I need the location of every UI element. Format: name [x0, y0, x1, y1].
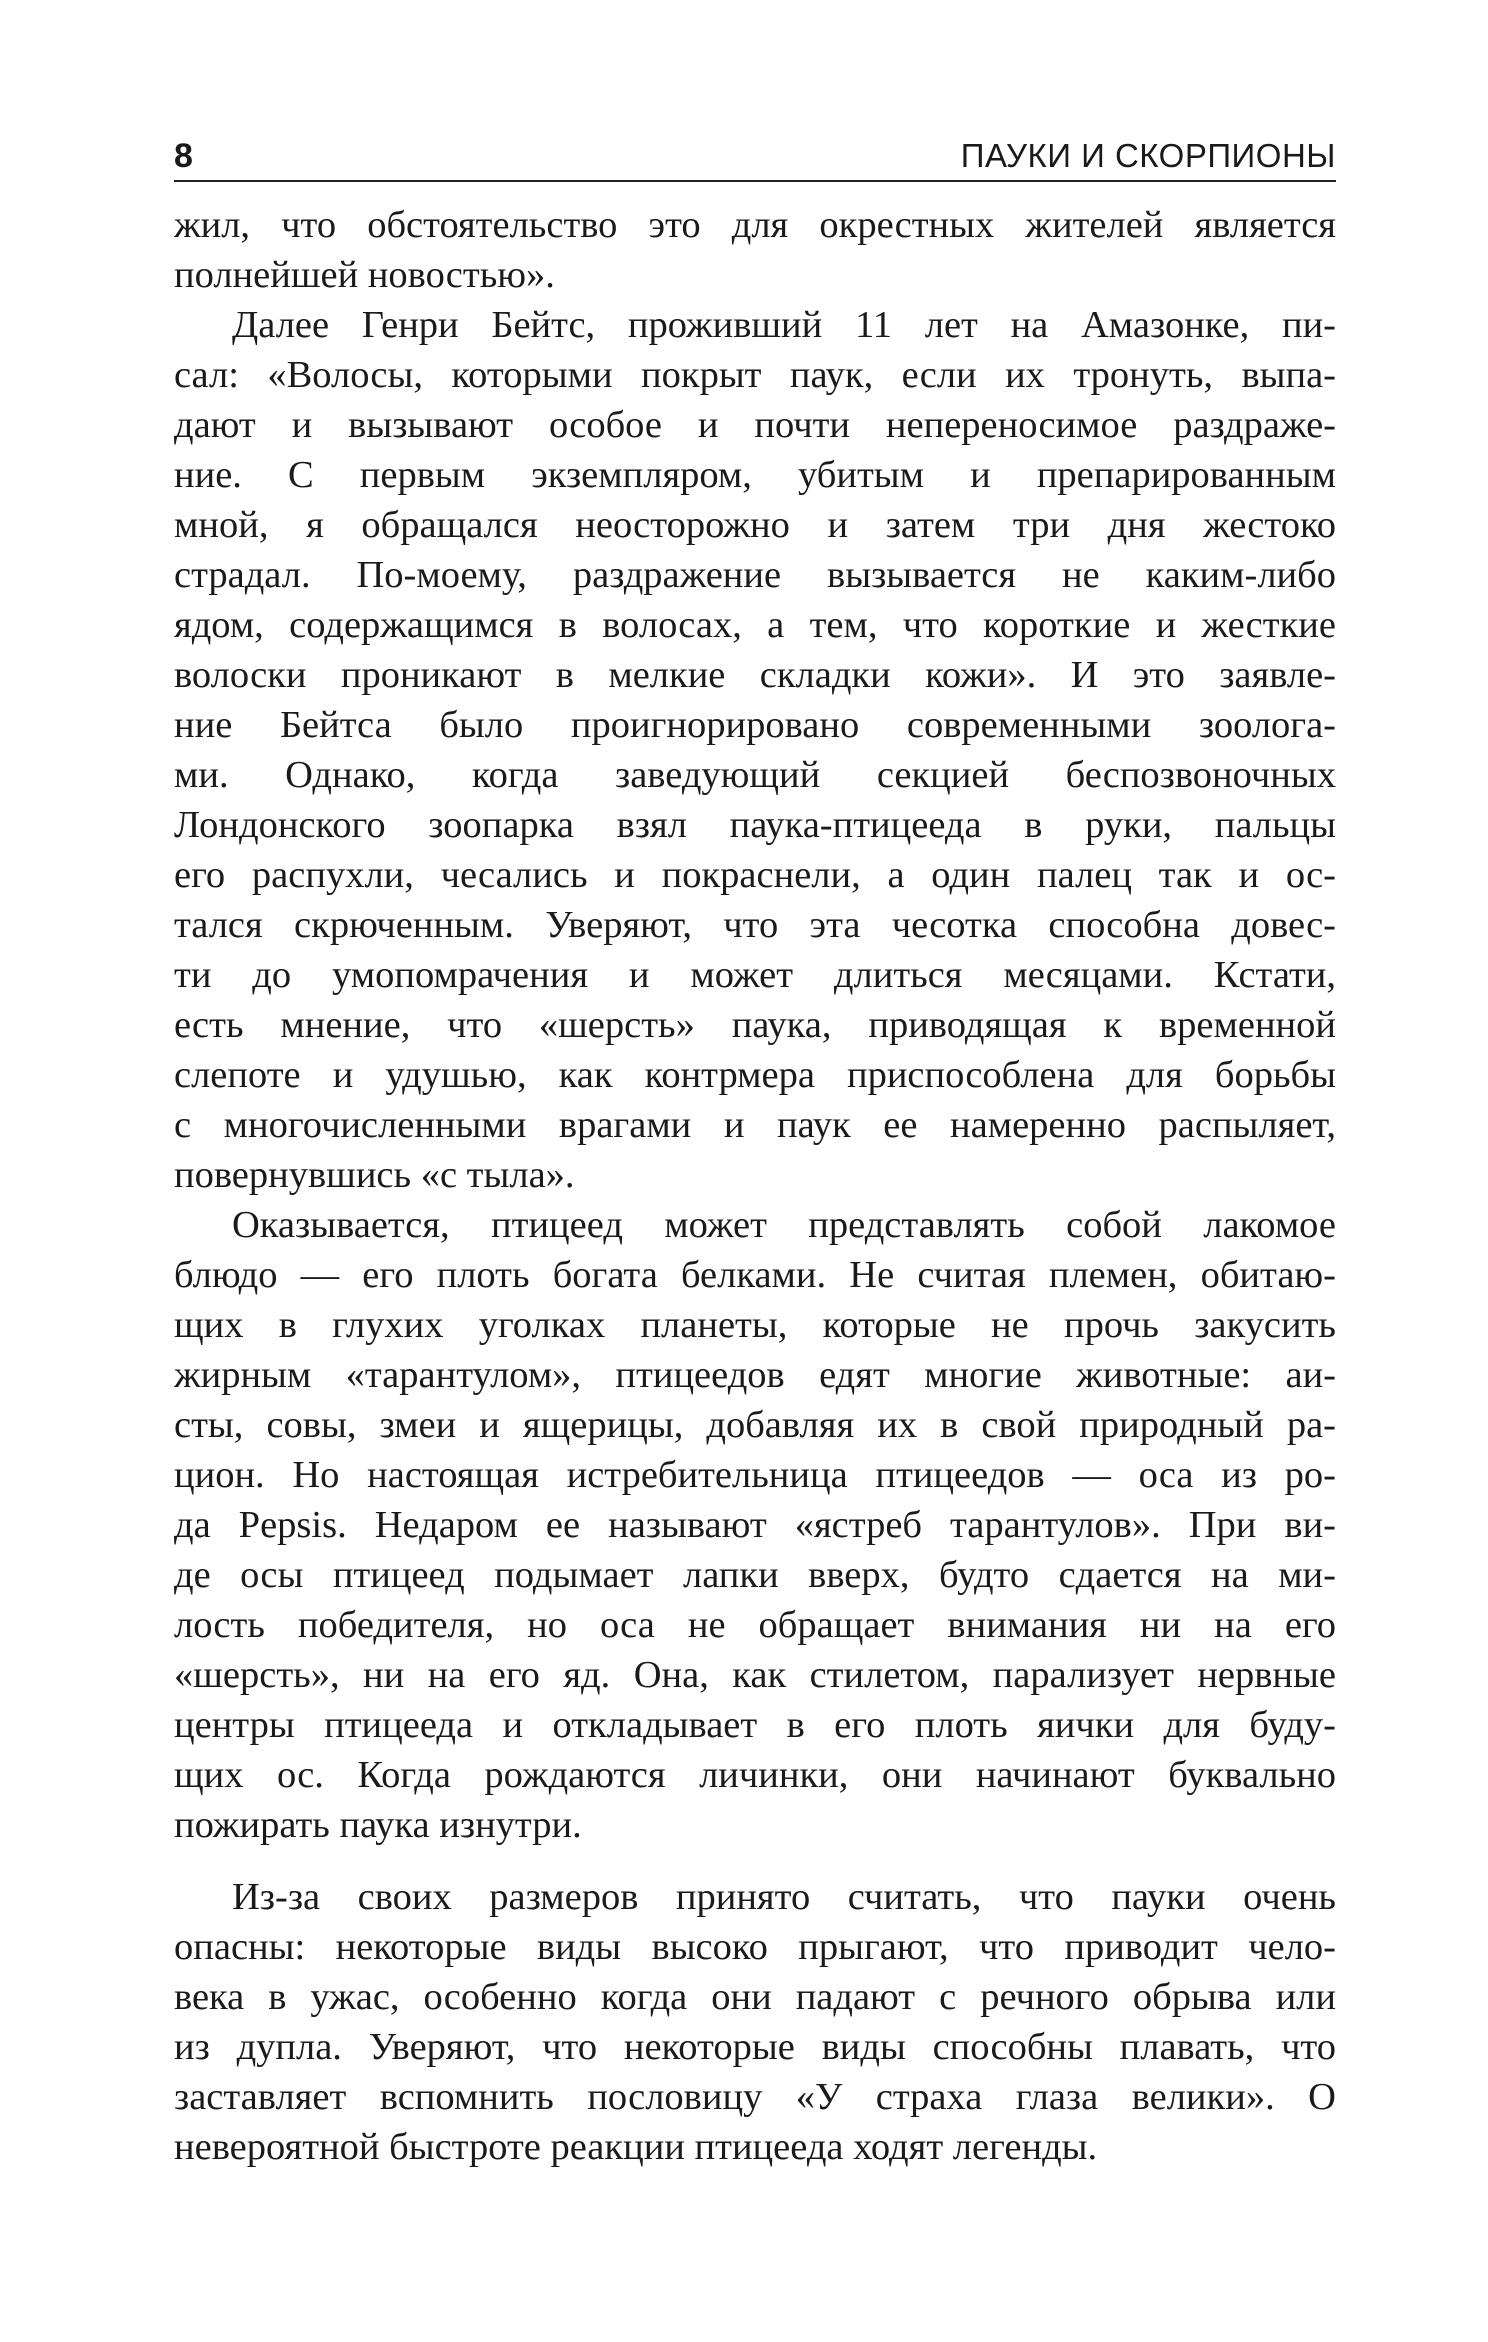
body-text	[174, 200, 1336, 2172]
page-number: 8	[174, 137, 193, 175]
text-line: века в ужас, особенно когда они падают с речного обрыва или	[174, 1976, 1336, 2018]
text-line: жил, что обстоятельство это для окрестных жителей является	[174, 204, 1336, 246]
text-line: мной, я обращался неосторожно и затем три дня жестоко	[174, 504, 1336, 546]
text-line: ние. С первым экземпляром, убитым и препарированным	[174, 454, 1336, 496]
paragraph	[174, 1200, 1336, 1850]
text-line: «шерсть», ни на его яд. Она, как стилетом, парализует нервные	[174, 1654, 1336, 1696]
text-line: щих в глухих уголках планеты, которые не прочь закусить	[174, 1304, 1336, 1346]
text-line: щих ос. Когда рождаются личинки, они начинают буквально	[174, 1754, 1336, 1796]
text-line: ние Бейтса было проигнорировано современными зоолога-	[174, 704, 1336, 746]
paragraph-spacer	[174, 1850, 1336, 1872]
text-line: центры птицееда и откладывает в его плоть яички для буду-	[174, 1704, 1336, 1746]
paragraph	[174, 200, 1336, 300]
text-line: лость победителя, но оса не обращает внимания ни на его	[174, 1604, 1336, 1646]
text-line: ти до умопомрачения и может длиться месяцами. Кстати,	[174, 954, 1336, 996]
text-line: Оказывается, птицеед может представлять собой лакомое	[232, 1204, 1336, 1246]
text-line: Из-за своих размеров принято считать, что пауки очень	[232, 1876, 1336, 1918]
text-line: страдал. По-моему, раздражение вызывается не каким-либо	[174, 554, 1336, 596]
text-line: есть мнение, что «шерсть» паука, приводящая к временной	[174, 1004, 1336, 1046]
running-header	[174, 128, 1336, 182]
text-line: блюдо — его плоть богата белками. Не считая племен, обитаю-	[174, 1254, 1336, 1296]
text-line: дают и вызывают особое и почти непереносимое раздраже-	[174, 404, 1336, 446]
text-line: тался скрюченным. Уверяют, что эта чесотка способна довес-	[174, 904, 1336, 946]
text-line: полнейшей новостью».	[174, 254, 555, 296]
text-line: волоски проникают в мелкие складки кожи». И это заявле-	[174, 654, 1336, 696]
text-line: его распухли, чесались и покраснели, а один палец так и ос-	[174, 854, 1336, 896]
paragraph	[174, 1872, 1336, 2172]
text-line: пожирать паука изнутри.	[174, 1804, 582, 1846]
text-line: де осы птицеед подымает лапки вверх, будто сдается на ми-	[174, 1554, 1336, 1596]
text-line: Далее Генри Бейтс, проживший 11 лет на Амазонке, пи-	[232, 304, 1336, 346]
text-line: заставляет вспомнить пословицу «У страха глаза велики». О	[174, 2076, 1336, 2118]
text-line: жирным «тарантулом», птицеедов едят многие животные: аи-	[174, 1354, 1336, 1396]
paragraph	[174, 300, 1336, 1200]
text-line: да Pepsis. Недаром ее называют «ястреб тарантулов». При ви-	[174, 1504, 1336, 1546]
text-line: ядом, содержащимся в волосах, а тем, что короткие и жесткие	[174, 604, 1336, 646]
text-line: опасны: некоторые виды высоко прыгают, что приводит чело-	[174, 1926, 1336, 1968]
text-line: повернувшись «с тыла».	[174, 1154, 575, 1196]
text-line: невероятной быстроте реакции птицееда ходят легенды.	[174, 2126, 1098, 2168]
text-line: слепоте и удушью, как контрмера приспособлена для борьбы	[174, 1054, 1336, 1096]
text-line: сты, совы, змеи и ящерицы, добавляя их в свой природный ра-	[174, 1404, 1336, 1446]
text-line: Лондонского зоопарка взял паука-птицееда в руки, пальцы	[174, 804, 1336, 846]
text-line: ми. Однако, когда заведующий секцией беспозвоночных	[174, 754, 1336, 796]
running-title: ПАУКИ И СКОРПИОНЫ	[960, 137, 1336, 174]
text-line: из дупла. Уверяют, что некоторые виды способны плавать, что	[174, 2026, 1336, 2068]
text-line: сал: «Волосы, которыми покрыт паук, если их тронуть, выпа-	[174, 354, 1336, 396]
text-line: с многочисленными врагами и паук ее намеренно распыляет,	[174, 1104, 1336, 1146]
text-line: цион. Но настоящая истребительница птицеедов — оса из ро-	[174, 1454, 1336, 1496]
